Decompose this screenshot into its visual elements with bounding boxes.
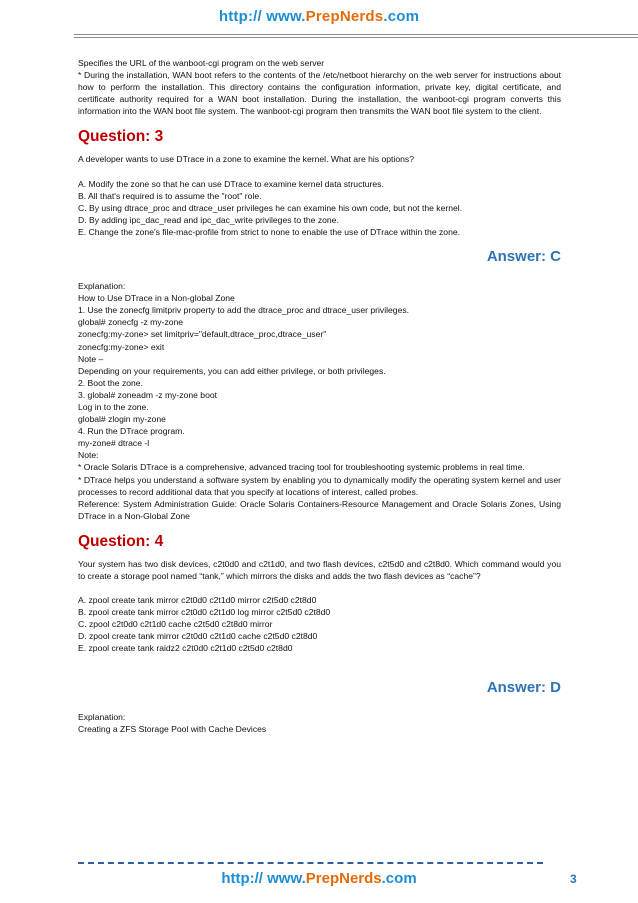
footer-url-suffix: .com [381, 870, 417, 887]
q3-explanation-line: Log in to the zone. [78, 401, 149, 412]
header-rule [74, 34, 638, 35]
question-3-option-d: D. By adding ipc_dac_read and ipc_dac_write privileges to the zone. [78, 214, 339, 225]
header-url-brand: PrepNerds [305, 8, 384, 25]
question-3-option-c: C. By using dtrace_proc and dtrace_user privileges he can examine his own code, but not the kernel. [78, 202, 463, 213]
question-4-answer: Answer: D [486, 678, 561, 696]
q3-explanation-line: zonecfg:my-zone> exit [78, 341, 165, 352]
footer-url-brand: PrepNerds [305, 870, 382, 887]
footer-rule [78, 862, 543, 864]
q3-explanation-line: 4. Run the DTrace program. [78, 426, 185, 437]
q3-explanation-line: Explanation: [78, 281, 126, 292]
q3-reference: Reference: System Administration Guide: Oracle Solaris Containers-Resource Management and Oracle Solaris Zones, Using DTrace in a Non-Global Zone [78, 498, 561, 521]
q3-explanation-line: 3. global# zoneadm -z my-zone boot [78, 389, 218, 400]
intro-line: Specifies the URL of the wanboot-cgi program on the web server [78, 58, 325, 68]
q3-explanation-line: Note: [78, 450, 99, 461]
q3-explanation-line: global# zonecfg -z my-zone [78, 317, 184, 328]
q3-explanation-line: zonecfg:my-zone> set limitpriv="default,dtrace_proc,dtrace_user" [78, 329, 327, 340]
q3-explanation-line: global# zlogin my-zone [78, 414, 166, 425]
question-4-title: Question: 4 [78, 532, 164, 550]
question-4-text: Your system has two disk devices, c2t0d0 and c2t1d0, and two flash devices, c2t5d0 and c2t8d0. Which command would you to create a storage pool named “tank,” which mirrors the disks and adds the two flash devices as “cache”? [78, 558, 561, 581]
page-number: 3 [570, 872, 577, 886]
header-url[interactable] [0, 8, 638, 25]
question-3-option-b: B. All that's required is to assume the "root" role. [78, 190, 262, 201]
q4-explanation-line: Explanation: [78, 711, 126, 722]
question-3-text: A developer wants to use DTrace in a zone to examine the kernel. What are his options? [78, 154, 414, 165]
question-3-title: Question: 3 [78, 128, 164, 146]
question-4-option-b: B. zpool create tank mirror c2t0d0 c2t1d0 log mirror c2t5d0 c2t8d0 [78, 607, 331, 618]
question-3-option-a: A. Modify the zone so that he can use DTrace to examine kernel data structures. [78, 178, 384, 189]
header-url-suffix: .com [383, 8, 420, 25]
question-3-answer: Answer: C [486, 248, 561, 266]
q3-explanation-line: Depending on your requirements, you can add either privilege, or both privileges. [78, 365, 386, 376]
page-content [78, 57, 561, 735]
q3-explanation-line: my-zone# dtrace -l [78, 438, 150, 449]
question-3-option-e: E. Change the zone's file-mac-profile from strict to none to enable the use of DTrace within the zone. [78, 226, 461, 237]
q3-explanation-line: How to Use DTrace in a Non-global Zone [78, 293, 235, 304]
q3-explanation-line: Note – [78, 353, 104, 364]
header-url-prefix: http:// www. [218, 8, 306, 25]
question-4-option-e: E. zpool create tank raidz2 c2t0d0 c2t1d0 c2t5d0 c2t8d0 [78, 643, 293, 654]
q3-explanation-line: 2. Boot the zone. [78, 377, 143, 388]
q3-explanation-paragraph: * DTrace helps you understand a software system by enabling you to dynamically modify the operating system kernel and user processes to record additional data that you specify at locations of interest, called probes. [78, 474, 561, 497]
q3-explanation-line: 1. Use the zonecfg limitpriv property to add the dtrace_proc and dtrace_user privileges. [78, 305, 410, 316]
question-4-option-d: D. zpool create tank mirror c2t0d0 c2t1d0 cache c2t5d0 c2t8d0 [78, 631, 318, 642]
question-4-option-c: C. zpool c2t0d0 c2t1d0 cache c2t5d0 c2t8d0 mirror [78, 619, 273, 630]
q4-explanation-line: Creating a ZFS Storage Pool with Cache Devices [78, 723, 267, 734]
q3-explanation-paragraph: * Oracle Solaris DTrace is a comprehensive, advanced tracing tool for troubleshooting systemic problems in real time. [78, 462, 525, 473]
footer-url[interactable] [0, 870, 638, 887]
question-4-option-a: A. zpool create tank mirror c2t0d0 c2t1d0 mirror c2t5d0 c2t8d0 [78, 595, 317, 606]
header-rule-secondary [74, 37, 638, 38]
intro-paragraph: * During the installation, WAN boot refers to the contents of the /etc/netboot hierarchy on the web server for instructions about how to perform the installation. This directory contains the configuration information, private key, digital certificate, and certificate authority required for a WAN boot installation. During the installation, the wanboot-cgi program converts this information into the WAN boot file system. The wanboot-cgi program then transmits the WAN boot file system to the client. [78, 70, 561, 117]
footer-url-prefix: http:// www. [221, 870, 306, 887]
